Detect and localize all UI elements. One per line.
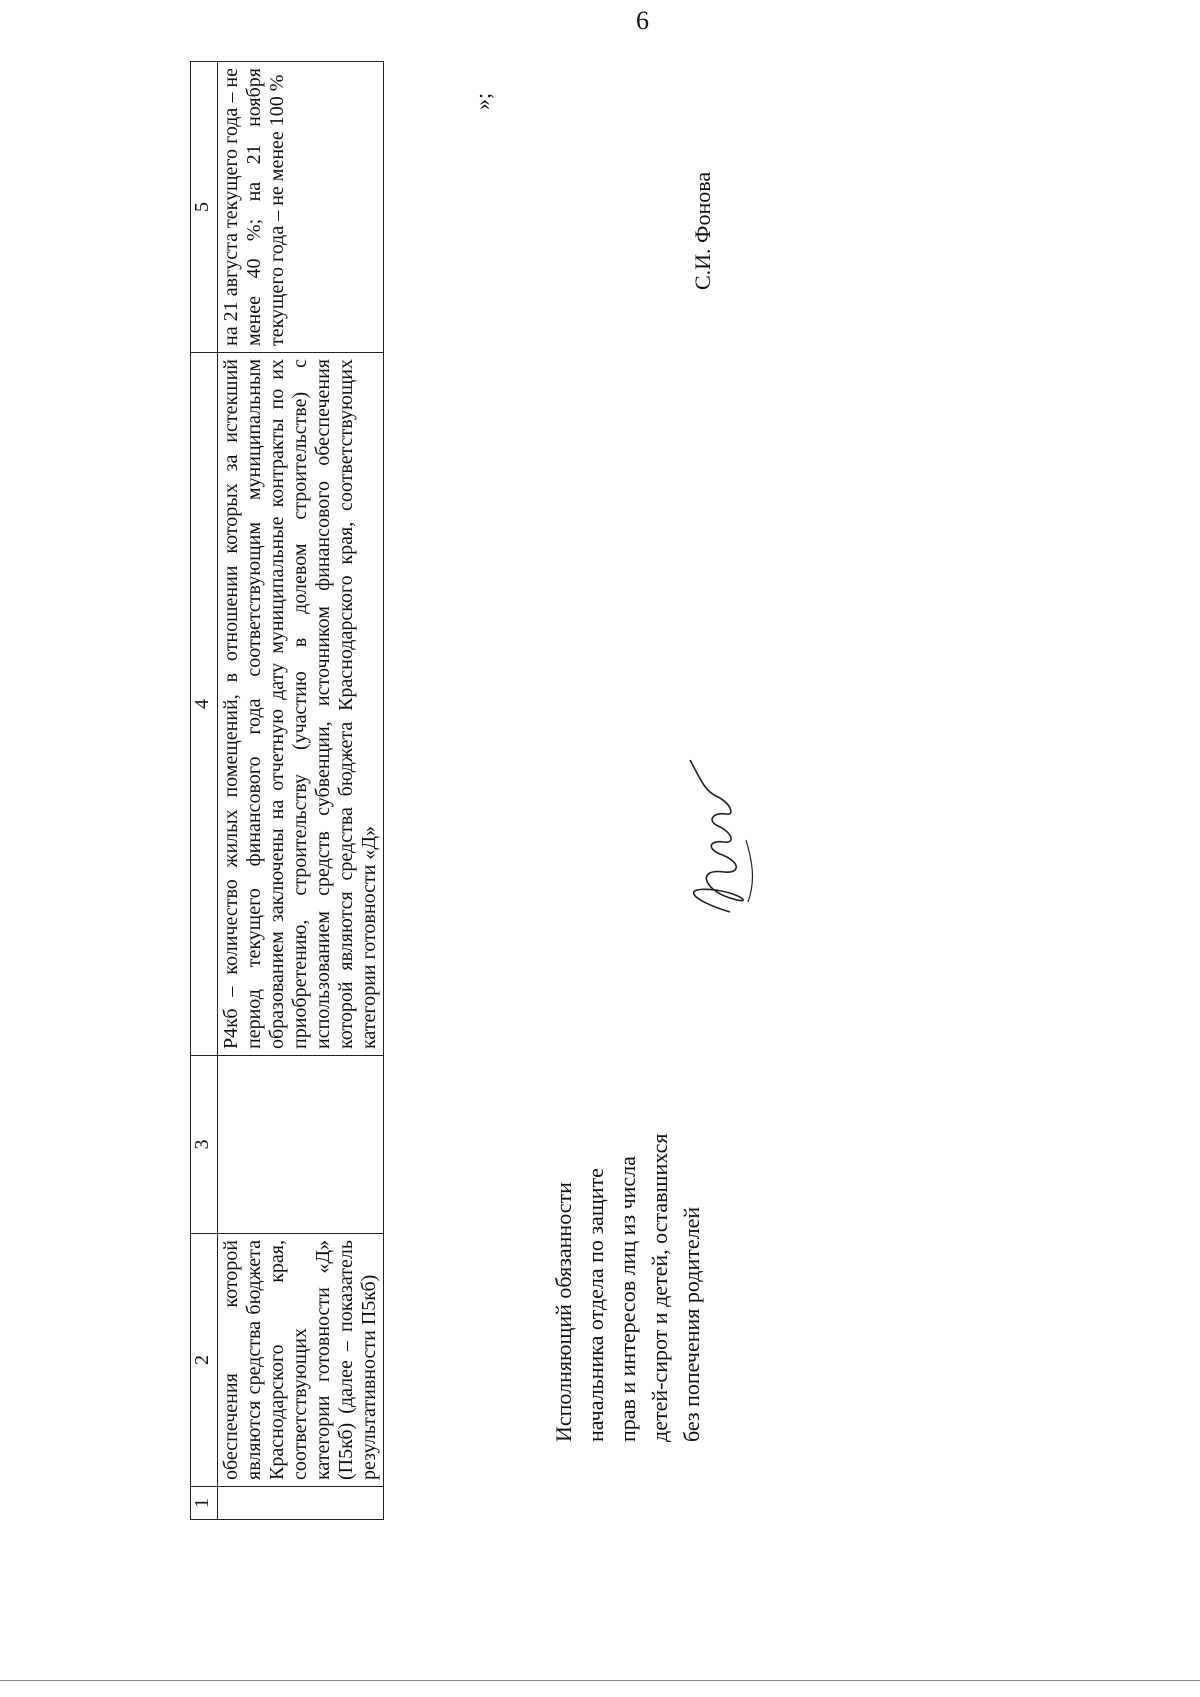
signer-position	[548, 1134, 707, 1443]
signer-line: начальника отдела по защите	[582, 1168, 608, 1442]
table-row	[218, 62, 384, 1520]
handwritten-signature	[660, 750, 775, 920]
header-col-4: 4	[191, 353, 218, 1056]
signer-line: Исполняющий обязанности	[551, 1182, 576, 1442]
signature-icon	[660, 750, 770, 920]
scan-edge-line	[0, 1680, 1200, 1681]
signer-line: детей-сирот и детей, оставшихся	[646, 1133, 672, 1442]
cell-col-2: обеспечения которой являются средства бюджета Краснодарского края, соответствующих категории готовности «Д» (П5кб) (далее – показатель результативности П5кб)	[218, 1234, 384, 1487]
header-col-1: 1	[191, 1487, 218, 1520]
header-col-3: 3	[191, 1056, 218, 1234]
cell-col-5: на 21 августа текущего года – не менее 40 %; на 21 ноября текущего года – не менее 100 %	[218, 62, 384, 353]
signer-name: С.И. Фонова	[690, 171, 715, 290]
cell-col-1	[218, 1487, 384, 1520]
page-number: 6	[636, 6, 649, 35]
signer-line: прав и интересов лиц из числа	[614, 1156, 640, 1442]
table-header-row	[191, 62, 218, 1520]
signer-line: без попечения родителей	[678, 1206, 704, 1442]
indicator-table	[190, 61, 384, 1520]
table-container	[190, 61, 384, 1520]
cell-col-4: Р4кб – количество жилых помещений, в отношении которых за истекший период текущего финансового года соответствующим муниципальным образованием заключены на отчетную дату муниципальные контракты по их приобретению, строительству (участию в долевом строительстве) с использованием средств субвенции, источником финансового обеспечения которой являются средства бюджета Краснодарского края, соответствующих категории готовности «Д»	[218, 353, 384, 1056]
closing-quote-mark: »;	[470, 92, 495, 110]
header-col-5: 5	[191, 62, 218, 353]
header-col-2: 2	[191, 1234, 218, 1487]
cell-col-3	[218, 1056, 384, 1234]
